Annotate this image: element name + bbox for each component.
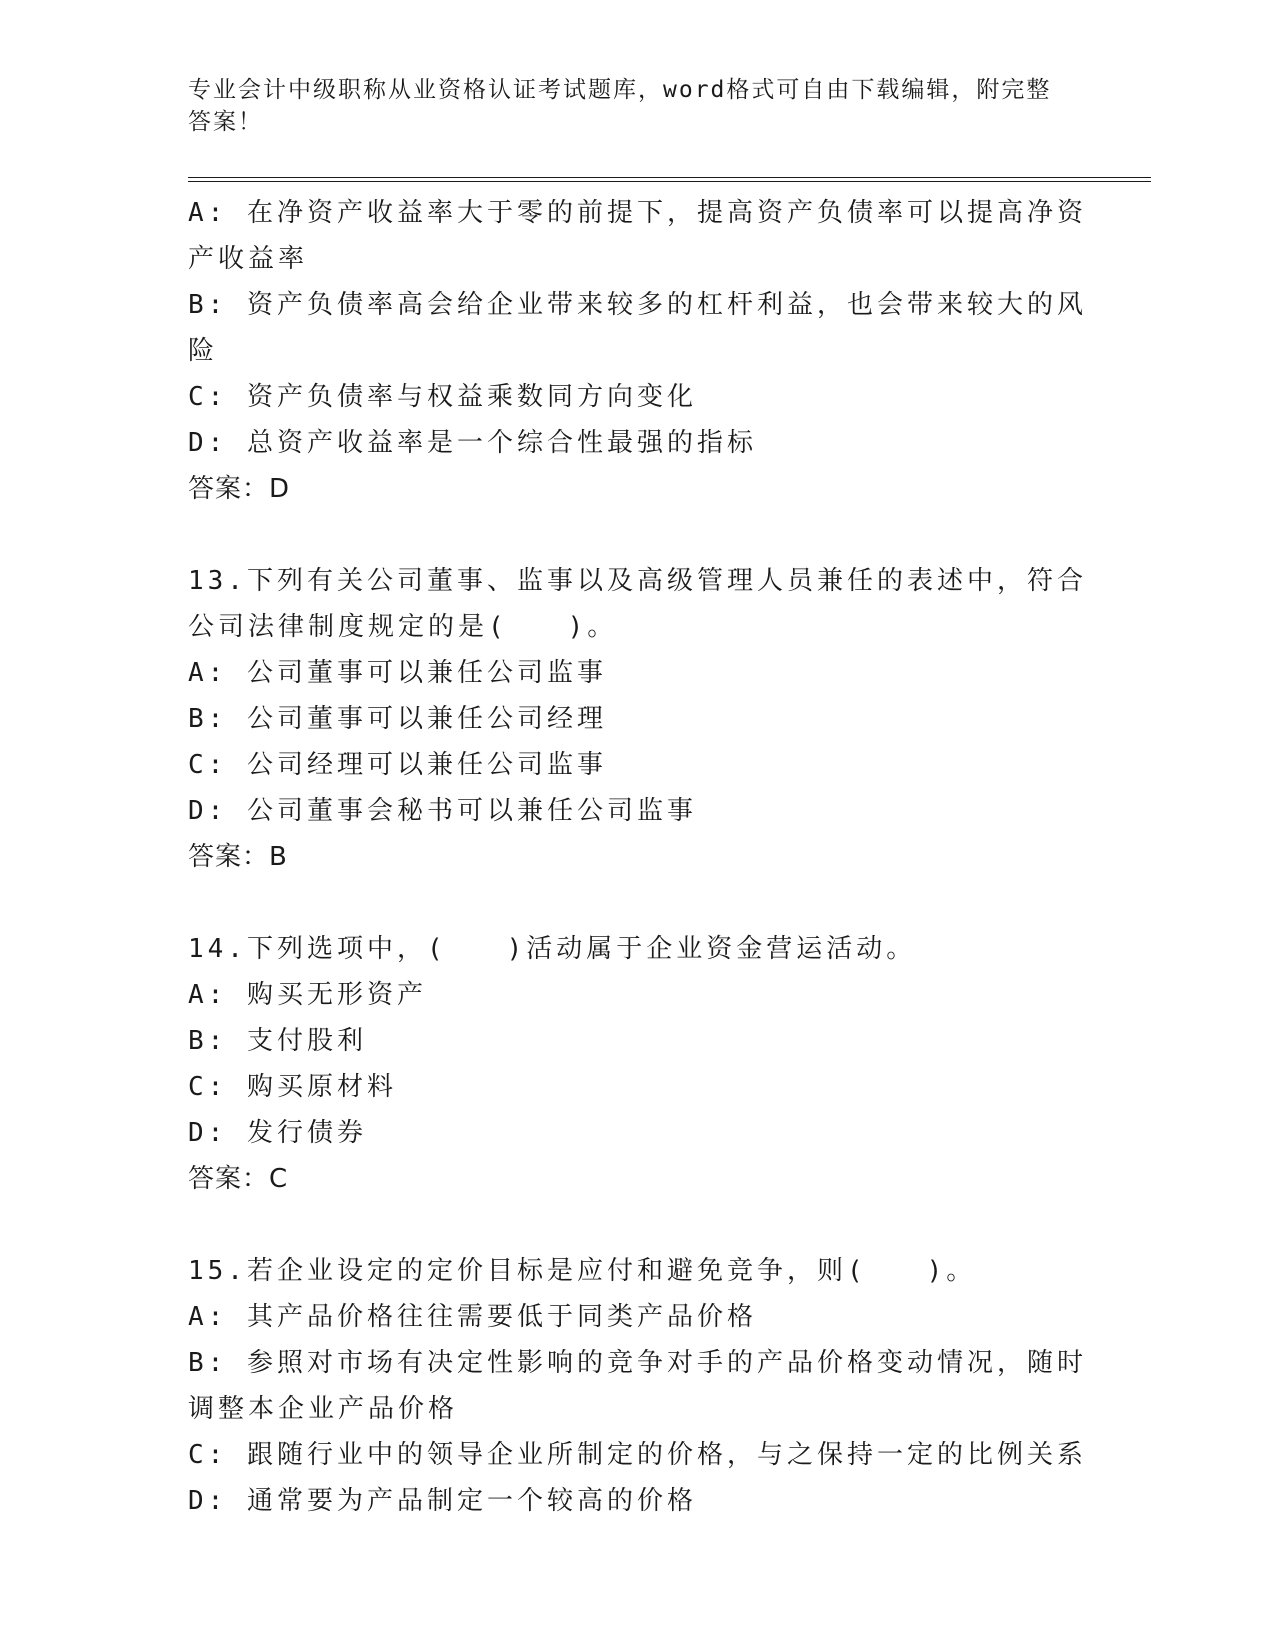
- question-block-14: [188, 926, 1088, 1202]
- question-block-15: [188, 1248, 1088, 1524]
- question-stem: 14.下列选项中，( )活动属于企业资金营运活动。: [188, 934, 917, 964]
- question-block-13: [188, 558, 1088, 880]
- option-b: B: 支付股利: [188, 1026, 367, 1056]
- option-b: B: 资产负债率高会给企业带来较多的杠杆利益，也会带来较大的风险: [188, 290, 1087, 366]
- option-a: A: 公司董事可以兼任公司监事: [188, 658, 607, 688]
- spacer: [188, 1202, 1088, 1248]
- spacer: [188, 880, 1088, 926]
- question-list: [188, 190, 1088, 1524]
- option-d: D: 公司董事会秘书可以兼任公司监事: [188, 796, 697, 826]
- question-stem: 13.下列有关公司董事、监事以及高级管理人员兼任的表述中，符合公司法律制度规定的是( )。: [188, 566, 1087, 642]
- header-divider-top: [188, 177, 1151, 178]
- option-c: C: 购买原材料: [188, 1072, 397, 1102]
- header-divider-bottom: [188, 181, 1151, 182]
- option-d: D: 发行债券: [188, 1118, 367, 1148]
- answer-line: 答案：C: [188, 1164, 289, 1194]
- option-a: A: 其产品价格往往需要低于同类产品价格: [188, 1302, 757, 1332]
- option-a: A: 在净资产收益率大于零的前提下，提高资产负债率可以提高净资产收益率: [188, 198, 1087, 274]
- option-c: C: 跟随行业中的领导企业所制定的价格，与之保持一定的比例关系: [188, 1440, 1087, 1470]
- option-c: C: 公司经理可以兼任公司监事: [188, 750, 607, 780]
- option-d: D: 通常要为产品制定一个较高的价格: [188, 1486, 697, 1516]
- option-b: B: 公司董事可以兼任公司经理: [188, 704, 607, 734]
- spacer: [188, 512, 1088, 558]
- answer-line: 答案：B: [188, 842, 288, 872]
- answer-line: 答案：D: [188, 474, 291, 504]
- option-c: C: 资产负债率与权益乘数同方向变化: [188, 382, 697, 412]
- option-d: D: 总资产收益率是一个综合性最强的指标: [188, 428, 757, 458]
- question-stem: 15.若企业设定的定价目标是应付和避免竞争，则( )。: [188, 1256, 977, 1286]
- header-note: 专业会计中级职称从业资格认证考试题库，word格式可自由下载编辑，附完整答案！: [188, 77, 1052, 135]
- option-a: A: 购买无形资产: [188, 980, 427, 1010]
- option-b: B: 参照对市场有决定性影响的竞争对手的产品价格变动情况，随时调整本企业产品价格: [188, 1348, 1087, 1424]
- question-block-12: [188, 190, 1088, 512]
